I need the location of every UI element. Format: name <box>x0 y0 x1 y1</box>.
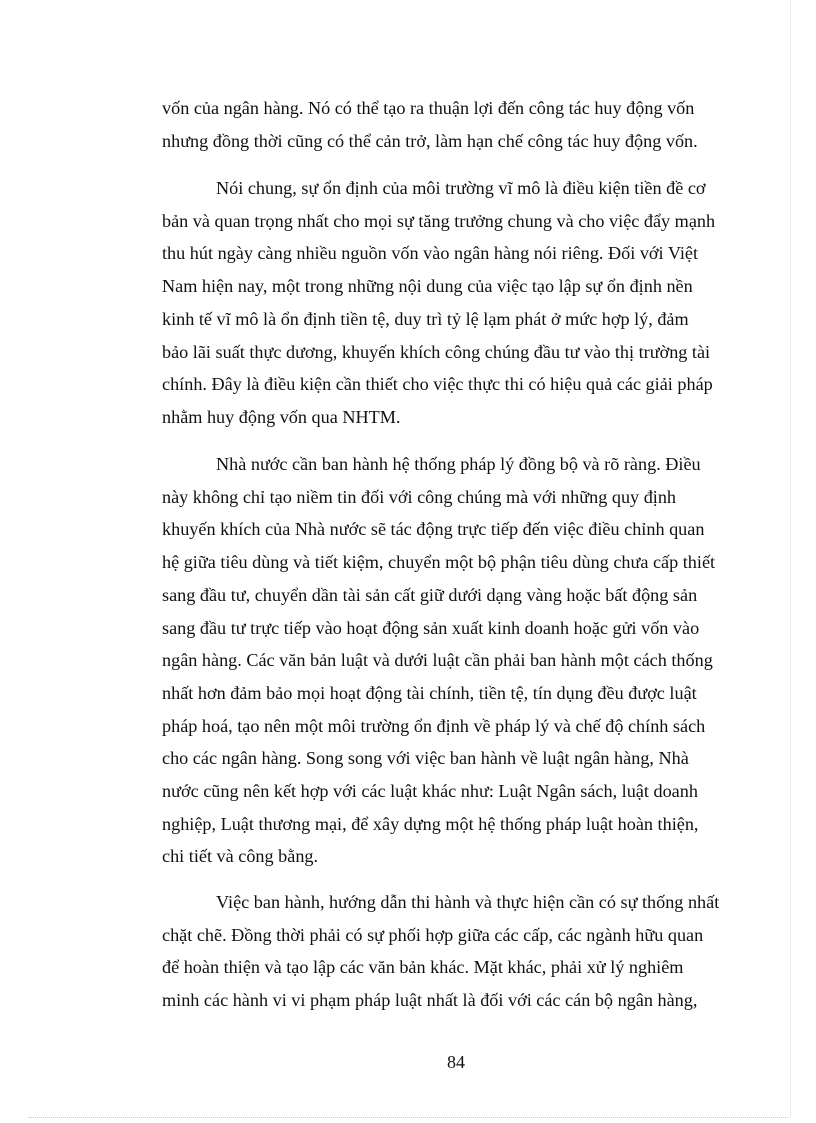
text-line: Nói chung, sự ổn định của môi trường vĩ mô là điều kiện tiền đề cơ <box>216 178 706 198</box>
text-line: Nam hiện nay, một trong những nội dung của việc tạo lập sự ổn định nền <box>162 276 693 297</box>
text-line: kinh tế vĩ mô là ổn định tiền tệ, duy trì tỷ lệ lạm phát ở mức hợp lý, đảm <box>162 308 689 329</box>
text-line: nhưng đồng thời cũng có thể cản trở, làm hạn chế công tác huy động vốn. <box>162 130 698 151</box>
text-line: minh các hành vi vi phạm pháp luật nhất là đối với các cán bộ ngân hàng, <box>162 990 698 1011</box>
text-line: sang đầu tư, chuyển dần tài sản cất giữ dưới dạng vàng hoặc bất động sản <box>162 584 698 605</box>
text-line: bảo lãi suất thực dương, khuyến khích công chúng đầu tư vào thị trường tài <box>162 341 711 362</box>
text-line: chặt chẽ. Đồng thời phải có sự phối hợp giữa các cấp, các ngành hữu quan <box>162 924 704 945</box>
paragraph-2 <box>162 172 762 434</box>
text-line: chi tiết và công bằng. <box>162 846 319 867</box>
paragraph-1 <box>162 92 762 157</box>
paragraph-4 <box>162 886 762 1017</box>
text-line: Nhà nước cần ban hành hệ thống pháp lý đồng bộ và rõ ràng. Điều <box>216 454 701 474</box>
text-line: pháp hoá, tạo nên một môi trường ổn định về pháp lý và chế độ chính sách <box>162 715 706 736</box>
text-line: nước cũng nên kết hợp với các luật khác như: Luật Ngân sách, luật doanh <box>162 781 698 802</box>
text-line: để hoàn thiện và tạo lập các văn bản khác. Mặt khác, phải xử lý nghiêm <box>162 957 684 978</box>
text-line: nhất hơn đảm bảo mọi hoạt động tài chính, tiền tệ, tín dụng đều được luật <box>162 682 697 703</box>
text-line: này không chỉ tạo niềm tin đối với công chúng mà với những quy định <box>162 486 677 507</box>
text-line: thu hút ngày càng nhiều nguồn vốn vào ngân hàng nói riêng. Đối với Việt <box>162 243 699 264</box>
text-line: Việc ban hành, hướng dẫn thi hành và thực hiện cần có sự thống nhất <box>216 892 720 912</box>
text-line: hệ giữa tiêu dùng và tiết kiệm, chuyển một bộ phận tiêu dùng chưa cấp thiết <box>162 552 716 573</box>
text-line: nhằm huy động vốn qua NHTM. <box>162 406 401 427</box>
page-edge-rule <box>790 0 791 1117</box>
text-line: cho các ngân hàng. Song song với việc ban hành về luật ngân hàng, Nhà <box>162 748 689 769</box>
page-number: 84 <box>447 1052 465 1072</box>
text-line: sang đầu tư trực tiếp vào hoạt động sản xuất kinh doanh hoặc gửi vốn vào <box>162 617 700 638</box>
page-bottom-rule <box>28 1117 788 1118</box>
paragraph-3 <box>162 448 762 873</box>
text-line: bản và quan trọng nhất cho mọi sự tăng trưởng chung và cho việc đẩy mạnh <box>162 210 716 231</box>
text-line: nghiệp, Luật thương mại, để xây dựng một hệ thống pháp luật hoàn thiện, <box>162 813 699 834</box>
text-line: vốn của ngân hàng. Nó có thể tạo ra thuận lợi đến công tác huy động vốn <box>162 98 695 118</box>
text-line: chính. Đây là điều kiện cần thiết cho việc thực thi có hiệu quả các giải pháp <box>162 374 713 395</box>
text-line: ngân hàng. Các văn bản luật và dưới luật cần phải ban hành một cách thống <box>162 650 713 671</box>
text-line: khuyến khích của Nhà nước sẽ tác động trực tiếp đến việc điều chỉnh quan <box>162 519 705 540</box>
